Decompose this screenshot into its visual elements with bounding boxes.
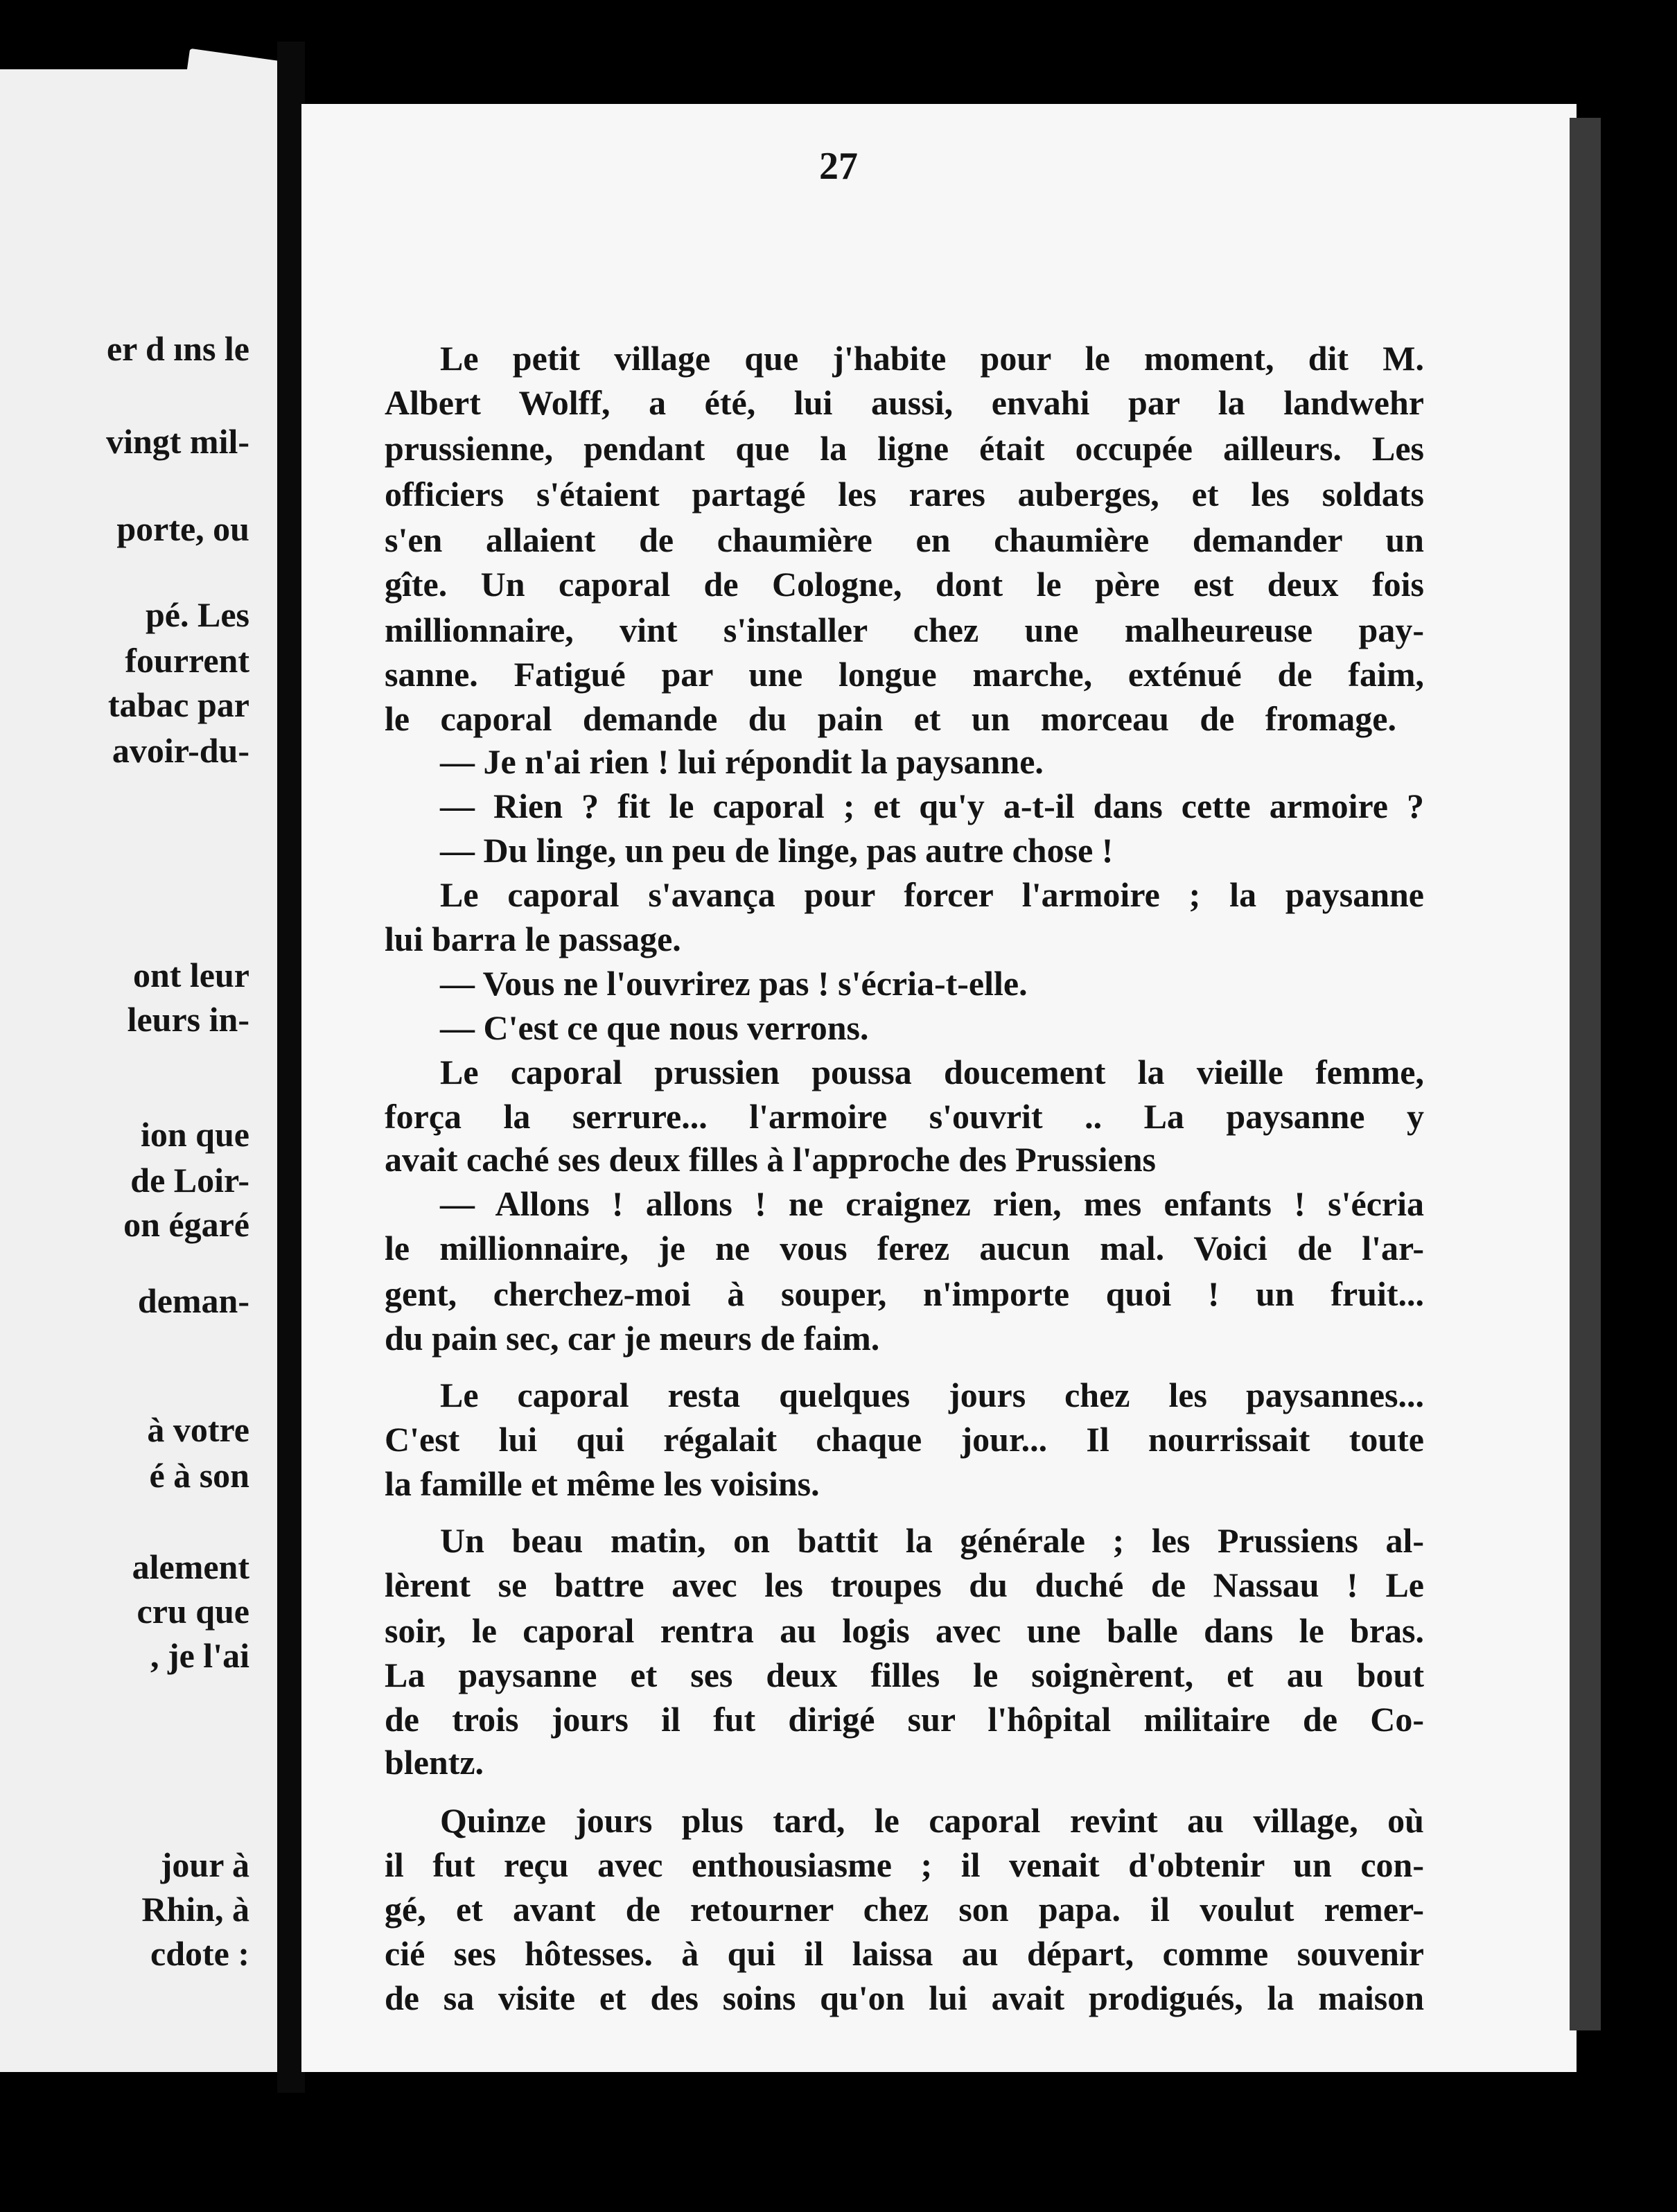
- left-text-line: Rhin, à: [141, 1890, 249, 1929]
- left-text-line: deman-: [137, 1281, 249, 1320]
- left-text-line: porte, ou: [116, 509, 249, 548]
- text-line: le caporal demande du pain et un morceau de fromage.: [385, 699, 1396, 738]
- left-text-line: fourrent: [125, 641, 249, 680]
- left-text-line: , je l'ai: [150, 1636, 249, 1675]
- book-gutter: [277, 42, 305, 2093]
- text-line: força la serrure... l'armoire s'ouvrit .. La paysanne y: [385, 1097, 1424, 1136]
- text-line: Le caporal s'avança pour forcer l'armoire ; la paysanne: [440, 875, 1424, 914]
- text-line: lèrent se battre avec les troupes du duché de Nassau ! Le: [385, 1565, 1424, 1604]
- left-text-line: pé. Les: [146, 595, 249, 634]
- text-line: Albert Wolff, a été, lui aussi, envahi par la landwehr: [385, 383, 1424, 422]
- text-line: gé, et avant de retourner chez son papa. il voulut remer-: [385, 1890, 1424, 1929]
- text-line: de trois jours il fut dirigé sur l'hôpital militaire de Co-: [385, 1700, 1424, 1739]
- text-line: s'en allaient de chaumière en chaumière demander un: [385, 520, 1424, 559]
- text-line: du pain sec, car je meurs de faim.: [385, 1319, 880, 1358]
- text-line: Le caporal resta quelques jours chez les paysannes...: [440, 1376, 1424, 1414]
- text-line: millionnaire, vint s'installer chez une malheureuse pay-: [385, 611, 1424, 649]
- page-number: 27: [819, 145, 858, 188]
- left-text-line: jour à: [160, 1845, 249, 1884]
- text-line: le millionnaire, je ne vous ferez aucun mal. Voici de l'ar-: [385, 1229, 1424, 1267]
- text-line: de sa visite et des soins qu'on lui avait prodigués, la maison: [385, 1978, 1424, 2017]
- text-line: Quinze jours plus tard, le caporal revint au village, où: [440, 1801, 1424, 1840]
- left-text-line: à votre: [147, 1410, 249, 1449]
- text-line: — Allons ! allons ! ne craignez rien, mes enfants ! s'écria: [440, 1184, 1424, 1223]
- text-line: il fut reçu avec enthousiasme ; il venait d'obtenir un con-: [385, 1845, 1424, 1884]
- text-line: soir, le caporal rentra au logis avec une balle dans le bras.: [385, 1611, 1424, 1650]
- left-text-line: de Loir-: [130, 1161, 249, 1200]
- text-line: lui barra le passage.: [385, 920, 681, 958]
- text-line: cié ses hôtesses. à qui il laissa au départ, comme souvenir: [385, 1934, 1424, 1973]
- left-text-line: vingt mil-: [106, 422, 249, 461]
- left-text-line: cru que: [137, 1592, 249, 1631]
- left-text-line: on égaré: [123, 1205, 249, 1244]
- text-line: La paysanne et ses deux filles le soignèrent, et au bout: [385, 1656, 1424, 1694]
- text-line: avait caché ses deux filles à l'approche des Prussiens: [385, 1140, 1156, 1179]
- left-text-line: ion que: [140, 1115, 249, 1154]
- text-line: blentz.: [385, 1743, 484, 1782]
- text-line: — Vous ne l'ouvrirez pas ! s'écria-t-elle.: [440, 964, 1028, 1003]
- text-line: — Je n'ai rien ! lui répondit la paysanne.: [440, 742, 1044, 781]
- left-text-line: ont leur: [132, 956, 249, 994]
- text-line: — Du linge, un peu de linge, pas autre chose !: [440, 831, 1114, 870]
- text-line: — Rien ? fit le caporal ; et qu'y a-t-il dans cette armoire ?: [440, 787, 1424, 825]
- text-line: la famille et même les voisins.: [385, 1464, 820, 1503]
- text-line: Le caporal prussien poussa doucement la vieille femme,: [440, 1053, 1424, 1091]
- text-line: sanne. Fatigué par une longue marche, exténué de faim,: [385, 655, 1424, 694]
- text-line: C'est lui qui régalait chaque jour... Il nourrissait toute: [385, 1420, 1424, 1459]
- text-line: prussienne, pendant que la ligne était occupée ailleurs. Les: [385, 429, 1424, 468]
- left-text-line: cdote :: [150, 1934, 249, 1973]
- text-line: — C'est ce que nous verrons.: [440, 1008, 869, 1047]
- left-text-line: avoir-du-: [112, 731, 249, 770]
- left-page: [0, 69, 277, 2072]
- text-line: gîte. Un caporal de Cologne, dont le père est deux fois: [385, 565, 1424, 604]
- left-text-line: leurs in-: [127, 1000, 249, 1039]
- text-line: gent, cherchez-moi à souper, n'importe quoi ! un fruit...: [385, 1274, 1424, 1313]
- left-text-line: alement: [132, 1547, 249, 1586]
- text-line: officiers s'étaient partagé les rares auberges, et les soldats: [385, 475, 1424, 514]
- left-text-line: é à son: [149, 1456, 249, 1495]
- left-text-line: tabac par: [107, 685, 249, 724]
- left-text-line: er d ıns le: [106, 329, 249, 368]
- page-edge-shadow: [1570, 118, 1601, 2030]
- text-line: Un beau matin, on battit la générale ; les Prussiens al-: [440, 1521, 1424, 1560]
- text-line: Le petit village que j'habite pour le moment, dit M.: [440, 339, 1424, 378]
